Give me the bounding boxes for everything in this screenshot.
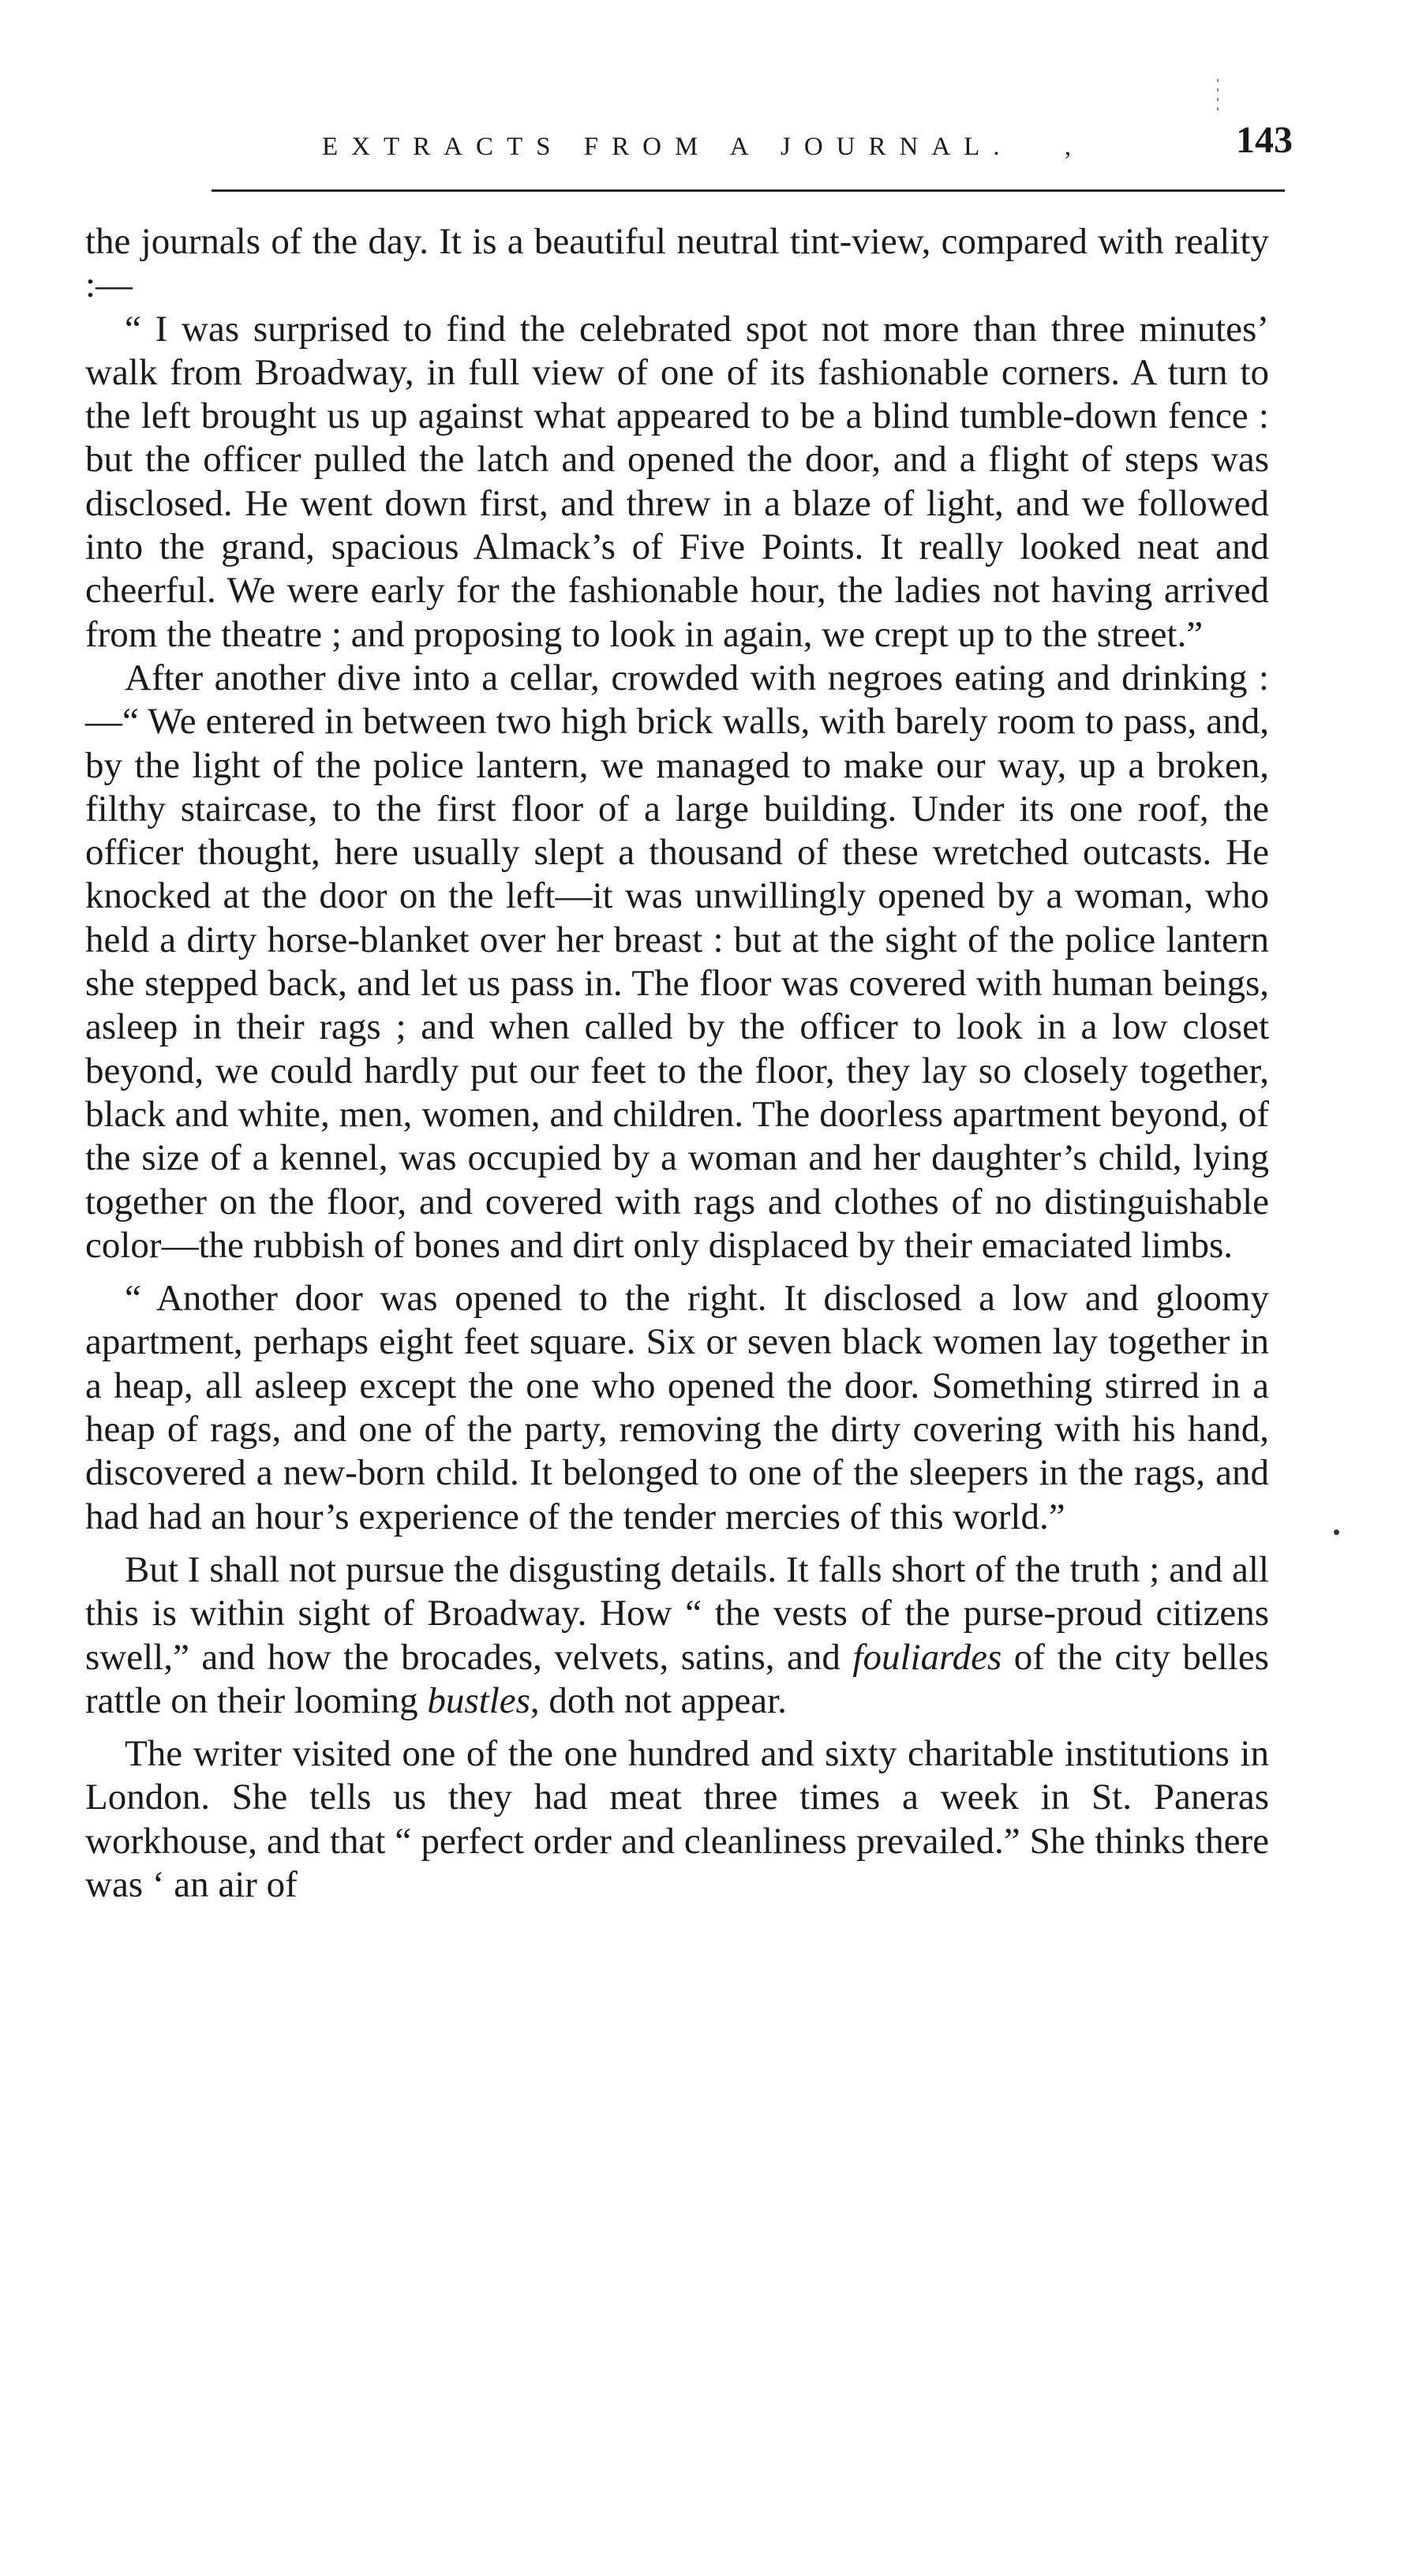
paragraph-2: “ I was surprised to find the celebrated spot not more than three minutes’ walk from Broadway, in full view of one of its fashionable corners. A turn to the left brought us up against what appeared to be a blind tumble-down fence : but the officer pulled the latch and opened the door, and a flight of steps was disclosed. He went down first, and threw in a blaze of light, and we followed into the grand, spacious Almack’s of Five Points. It really looked neat and cheerful. We were early for the fashionable hour, the ladies not having arrived from the theatre ; and proposing to look in again, we crept up to the street.” [85, 308, 1269, 655]
margin-dot [1334, 1530, 1339, 1535]
paragraph-5 [85, 1548, 1269, 1723]
paragraph-3: After another dive into a cellar, crowded with negroes eating and drinking :—“ We entered in between two high brick walls, with barely room to pass, and, by the light of the police lantern, we managed to make our way, up a broken, filthy staircase, to the first floor of a large building. Under its one roof, the officer thought, here usually slept a thousand of these wretched outcasts. He knocked at the door on the left—it was unwillingly opened by a woman, who held a dirty horse-blanket over her breast : but at the sight of the police lantern she stepped back, and let us pass in. The floor was covered with human beings, asleep in their rags ; and when called by the officer to look in a low closet beyond, we could hardly put our feet to the floor, they lay so closely together, black and white, men, women, and children. The doorless apartment beyond, of the size of a kennel, was occupied by a woman and her daughter’s child, lying together on the floor, and covered with rags and clothes of no distinguishable color—the rubbish of bones and dirt only displaced by their emaciated limbs. [85, 657, 1269, 1266]
body-text [85, 220, 1269, 1907]
italic-word-fouliardes: fouliardes [852, 1636, 1002, 1678]
running-title-text: EXTRACTS FROM A JOURNAL. [322, 133, 1013, 161]
paragraph-1: the journals of the day. It is a beautiful neutral tint-view, compared with reality :— [85, 221, 1269, 306]
paragraph-6: The writer visited one of the one hundred and sixty charitable institutions in London. She tells us they had meat three times a week in St. Paneras workhouse, and that “ perfect order and cleanliness prevailed.” She thinks there was ‘ an air of [85, 1733, 1269, 1905]
margin-mark [1217, 79, 1219, 110]
book-page [85, 118, 1293, 1907]
paragraph-5-end: , doth not appear. [530, 1679, 787, 1721]
header-rule [212, 189, 1285, 192]
paragraph-5-middle: of the city belles rattle on their looming [85, 1636, 1269, 1721]
paragraph-4: “ Another door was opened to the right. It disclosed a low and gloomy apartment, perhaps eight feet square. Six or seven black women lay together in a heap, all asleep except the one who opened the door. Something stirred in a heap of rags, and one of the party, removing the dirty covering with his hand, discovered a new-born child. It belonged to one of the sleepers in the rags, and had had an hour’s experience of the tender mercies of this world.” [85, 1278, 1269, 1537]
running-title-separator: , [1064, 133, 1085, 161]
running-head [85, 118, 1293, 174]
running-title [322, 133, 1084, 162]
italic-word-bustles: bustles [427, 1679, 530, 1721]
paragraph-5-start: But I shall not pursue the disgusting details. It falls short of the truth ; and all this is within sight of Broadway. How “ the vests of the purse-proud citizens swell,” and how the brocades, velvets, satins, and [85, 1548, 1269, 1678]
page-number: 143 [1236, 119, 1293, 161]
